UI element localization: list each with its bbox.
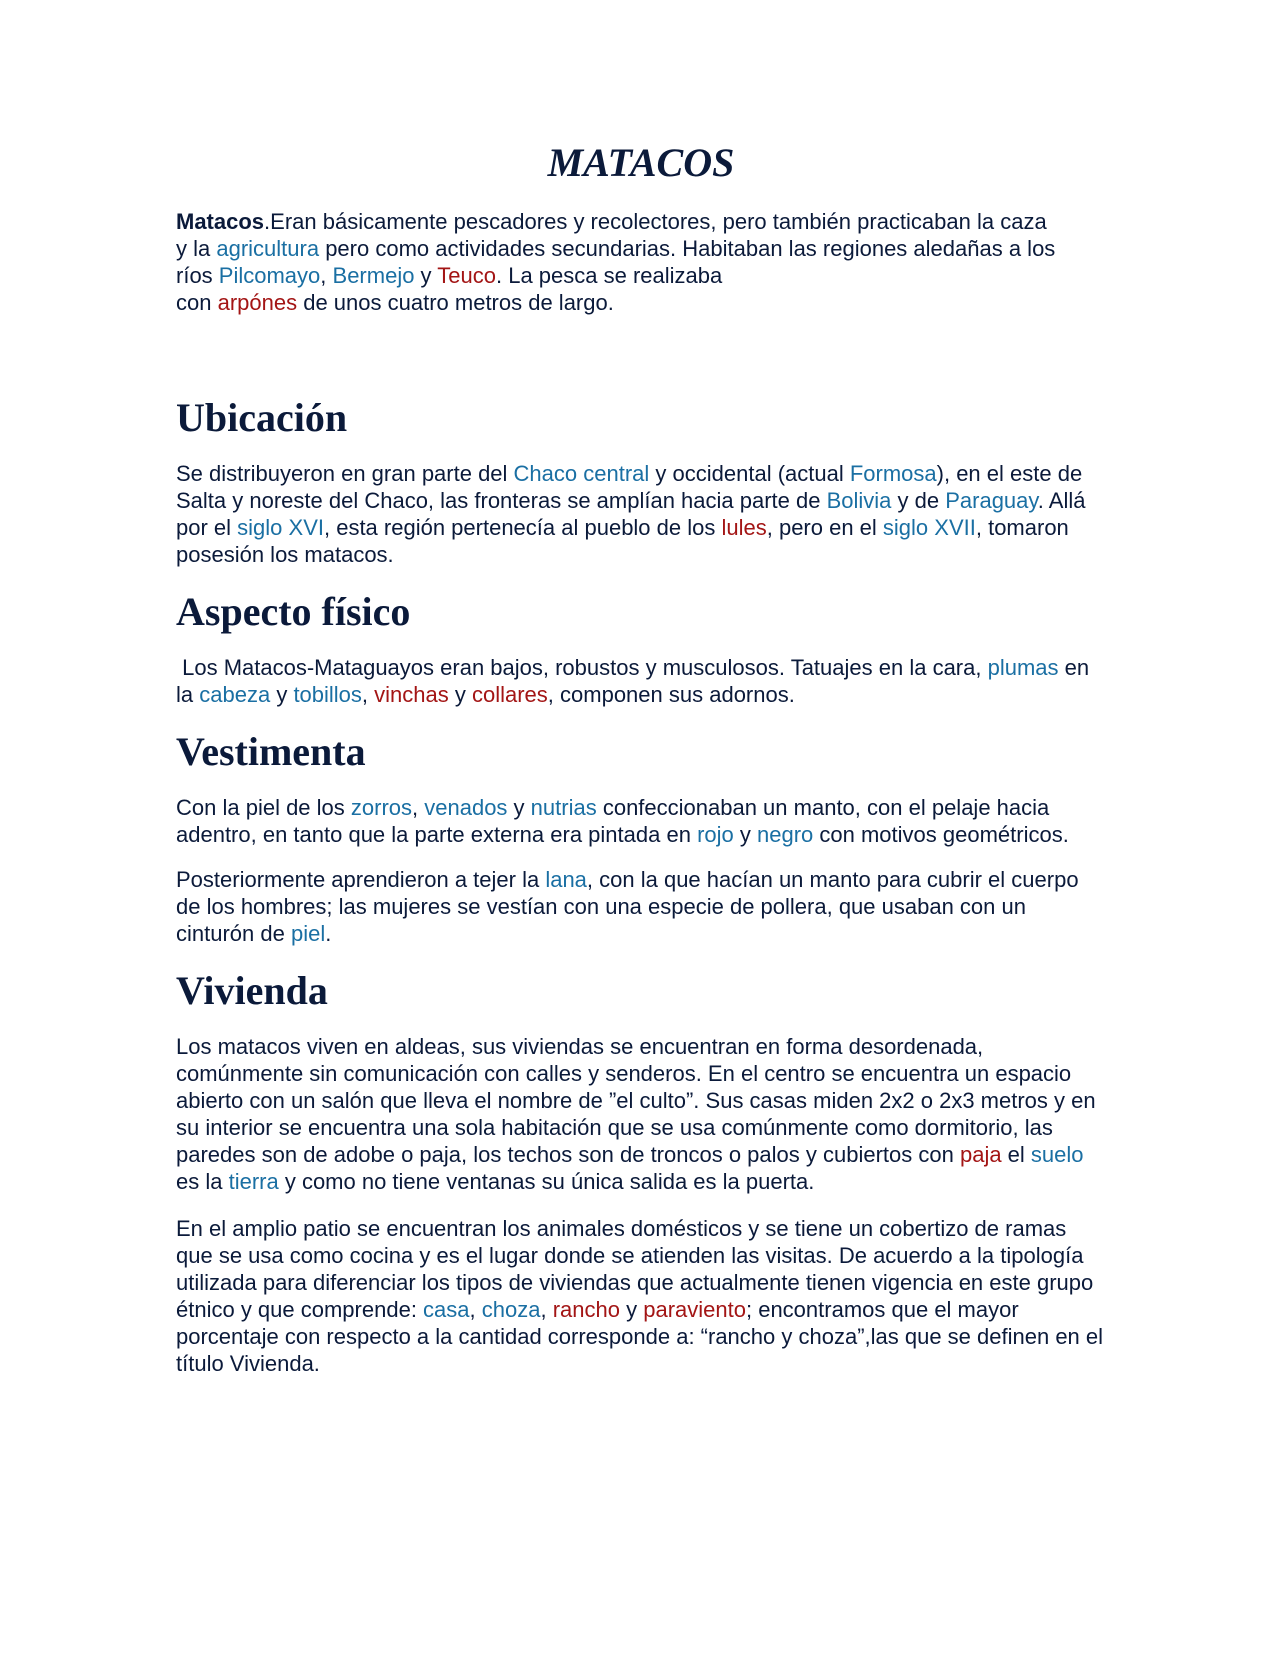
link-choza[interactable]: choza bbox=[481, 1297, 541, 1322]
link-vinchas[interactable]: vinchas bbox=[374, 682, 449, 707]
link-tierra[interactable]: tierra bbox=[228, 1169, 279, 1194]
heading-vivienda: Vivienda bbox=[176, 968, 328, 1013]
link-arpones[interactable]: arpónes bbox=[217, 290, 298, 315]
vestimenta-paragraph-2: Posteriormente aprendieron a tejer la lana, con la que hacían un manto para cubrir el cuerpo de los hombres; las mujeres se vestían con una especie de pollera, que usaban con un cinturón de piel. bbox=[176, 867, 1079, 946]
heading-ubicacion: Ubicación bbox=[176, 395, 348, 440]
link-collares[interactable]: collares bbox=[471, 682, 548, 707]
document-title: MATACOS bbox=[547, 140, 735, 185]
document-page bbox=[176, 140, 1106, 1397]
link-rojo[interactable]: rojo bbox=[697, 822, 734, 847]
link-lana[interactable]: lana bbox=[545, 867, 587, 892]
vivienda-paragraph-1: Los matacos viven en aldeas, sus viviendas se encuentran en forma desordenada, comúnmente sin comunicación con calles y senderos. En el centro se encuentra un espacio abierto con un salón que lleva el nombre de ”el culto”. Sus casas miden 2x2 o 2x3 metros y en su interior se encuentra una sola habitación que se usa comúnmente como dormitorio, las paredes son de adobe o paja, los techos son de troncos o palos y cubiertos con paja el suelo es la tierra y como no tiene ventanas su única salida es la puerta. bbox=[176, 1034, 1096, 1194]
link-zorros[interactable]: zorros bbox=[350, 795, 413, 820]
link-pilcomayo[interactable]: Pilcomayo bbox=[218, 263, 321, 288]
link-cabeza[interactable]: cabeza bbox=[199, 682, 271, 707]
link-negro[interactable]: negro bbox=[756, 822, 814, 847]
link-siglo-xvi[interactable]: siglo XVI bbox=[237, 515, 324, 540]
intro-bold-term: Matacos bbox=[176, 209, 265, 234]
link-rancho[interactable]: rancho bbox=[552, 1297, 620, 1322]
heading-vestimenta: Vestimenta bbox=[176, 729, 366, 774]
link-siglo-xvii[interactable]: siglo XVII bbox=[882, 515, 976, 540]
vestimenta-paragraph-1: Con la piel de los zorros, venados y nutrias confeccionaban un manto, con el pelaje hacia adentro, en tanto que la parte externa era pintada en rojo y negro con motivos geométricos. bbox=[176, 795, 1069, 847]
link-casa[interactable]: casa bbox=[423, 1297, 470, 1322]
link-formosa[interactable]: Formosa bbox=[849, 461, 937, 486]
link-bermejo[interactable]: Bermejo bbox=[332, 263, 415, 288]
link-piel[interactable]: piel bbox=[290, 921, 326, 946]
link-paraviento[interactable]: paraviento bbox=[643, 1297, 746, 1322]
link-nutrias[interactable]: nutrias bbox=[530, 795, 597, 820]
link-bolivia[interactable]: Bolivia bbox=[826, 488, 892, 513]
link-teuco[interactable]: Teuco bbox=[437, 263, 496, 288]
link-agricultura[interactable]: agricultura bbox=[216, 236, 320, 261]
link-venados[interactable]: venados bbox=[424, 795, 508, 820]
heading-aspecto-fisico: Aspecto físico bbox=[176, 589, 411, 634]
link-chaco-central[interactable]: Chaco central bbox=[513, 461, 650, 486]
aspecto-paragraph: Los Matacos-Mataguayos eran bajos, robustos y musculosos. Tatuajes en la cara, plumas en la cabeza y tobillos, vinchas y collares, componen sus adornos. bbox=[176, 655, 1090, 707]
link-tobillos[interactable]: tobillos bbox=[293, 682, 362, 707]
link-suelo[interactable]: suelo bbox=[1030, 1142, 1084, 1167]
link-paraguay[interactable]: Paraguay bbox=[945, 488, 1038, 513]
ubicacion-paragraph: Se distribuyeron en gran parte del Chaco central y occidental (actual Formosa), en el este de Salta y noreste del Chaco, las fronteras se amplían hacia parte de Bolivia y de Paraguay. Allá por el siglo XVI, esta región pertenecía al pueblo de los lules, pero en el siglo XVII, tomaron posesión los matacos. bbox=[176, 461, 1086, 567]
vivienda-paragraph-2: En el amplio patio se encuentran los animales domésticos y se tiene un cobertizo de ramas que se usa como cocina y es el lugar donde se atienden las visitas. De acuerdo a la tipología utilizada para diferenciar los tipos de viviendas que actualmente tienen vigencia en este grupo étnico y que comprende: casa, choza, rancho y paraviento; encontramos que el mayor porcentaje con respecto a la cantidad corresponde a: “rancho y choza”,las que se definen en el título Vivienda. bbox=[176, 1216, 1104, 1376]
intro-paragraph: Matacos.Eran básicamente pescadores y recolectores, pero también practicaban la caza y la agricultura pero como actividades secundarias. Habitaban las regiones aledañas a los ríos Pilcomayo, Bermejo y Teuco. La pesca se realizaba con arpónes de unos cuatro metros de largo. bbox=[176, 209, 1056, 315]
link-lules[interactable]: lules bbox=[721, 515, 767, 540]
link-paja[interactable]: paja bbox=[959, 1142, 1002, 1167]
link-plumas[interactable]: plumas bbox=[987, 655, 1059, 680]
